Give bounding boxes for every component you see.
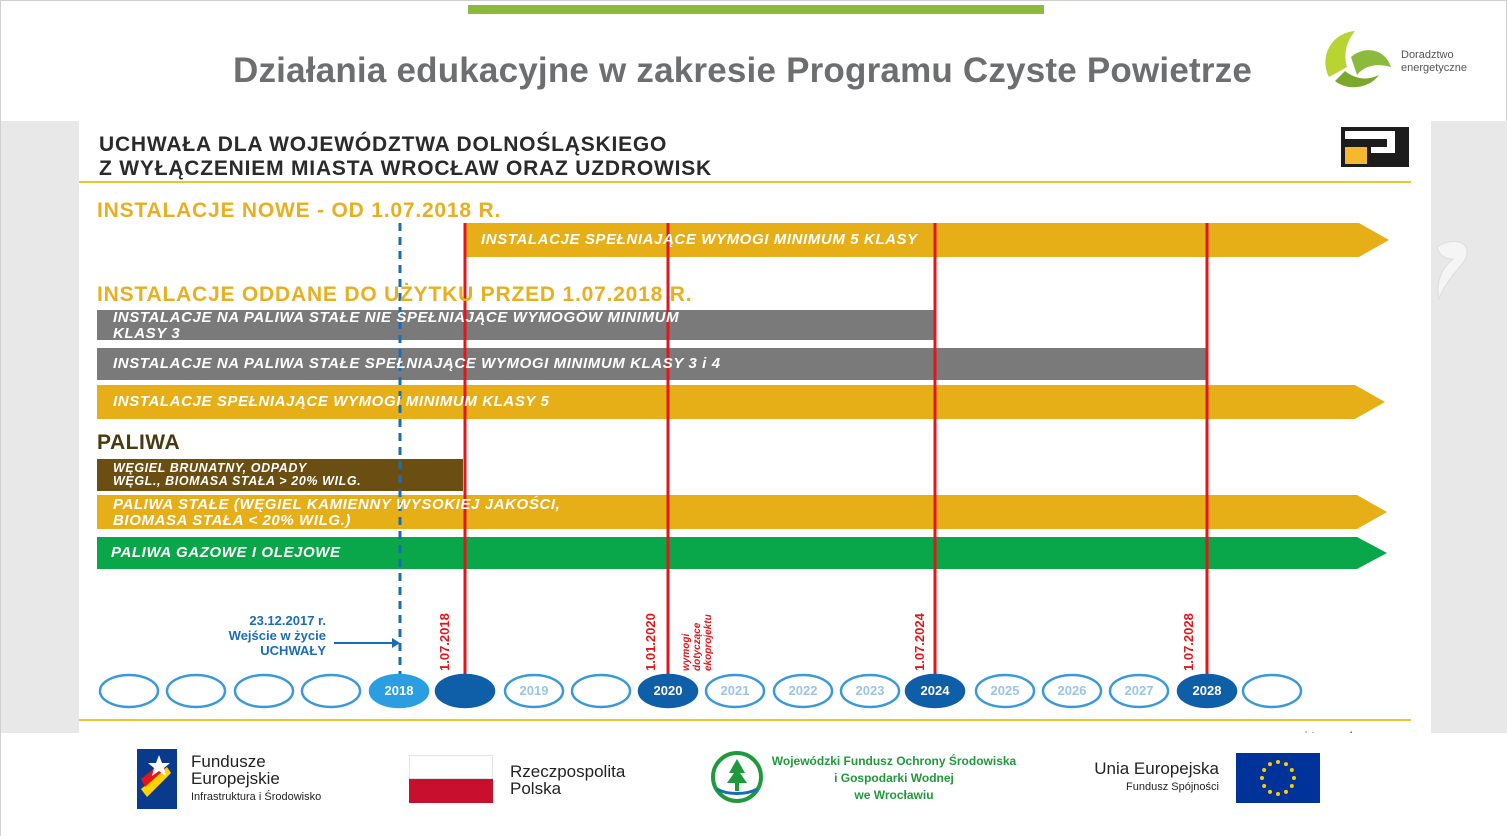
year-circle-empty-7 bbox=[572, 675, 630, 707]
rp-line1: Rzeczpospolita bbox=[510, 762, 626, 781]
fundusze-europejskie-logo bbox=[137, 749, 357, 809]
year-label-2021: 2021 bbox=[720, 683, 750, 698]
rp-line2: Polska bbox=[510, 779, 562, 798]
section-heading-new: INSTALACJE NOWE - OD 1.07.2018 R. bbox=[97, 199, 502, 222]
page-curl-decoration bbox=[1433, 237, 1471, 307]
section-heading-fuels: PALIWA bbox=[97, 431, 181, 454]
bar-label-new-class5: INSTALACJE SPEŁNIAJĄCE WYMOGI MINIMUM 5 KLASY bbox=[481, 231, 918, 248]
wfosigw-logo bbox=[709, 751, 1029, 811]
eu-star-icon bbox=[1268, 790, 1272, 794]
year-circle-empty-1 bbox=[167, 675, 225, 707]
bar-label-fuel-lignite-line2: WĘGL., BIOMASA STAŁA > 20% WILG. bbox=[113, 474, 362, 488]
wf-line3: we Wrocławiu bbox=[854, 788, 934, 802]
ekoprojekt-note-line3: ekoprojektu bbox=[703, 614, 714, 671]
slide-title-line2: Z WYŁĄCZENIEM MIASTA WROCŁAW ORAZ UZDROWISK bbox=[99, 157, 712, 180]
bar-label-fuel-solid-line1: PALIWA STAŁE (WĘGIEL KAMIENNY WYSOKIEJ JAKOŚCI, bbox=[113, 496, 561, 513]
milestone-label-2018: 1.07.2018 bbox=[437, 613, 452, 671]
bottom-divider bbox=[79, 719, 1411, 721]
page-title: Działania edukacyjne w zakresie Programu Czyste Powietrze bbox=[233, 51, 1253, 90]
fe-title-line2: Europejskie bbox=[191, 769, 280, 788]
bar-label-fuel-lignite bbox=[113, 462, 361, 488]
eu-star-icon bbox=[1276, 760, 1280, 764]
ekoprojekt-note-line2: dotyczące bbox=[692, 622, 703, 671]
fe-subtitle: Infrastruktura i Środowisko bbox=[191, 791, 322, 803]
year-circle-empty-17 bbox=[1243, 675, 1301, 707]
rzeczpospolita-logo bbox=[409, 755, 659, 805]
uchwala-note-line2: Wejście w życie bbox=[228, 628, 326, 643]
footer-logos bbox=[1, 733, 1507, 836]
year-circle-empty-2 bbox=[235, 675, 293, 707]
bar-label-old-class5: INSTALACJE SPEŁNIAJĄCE WYMOGI MINIMUM KLASY 5 bbox=[113, 393, 550, 410]
timeline-slide bbox=[79, 121, 1431, 733]
eu-star-icon bbox=[1290, 784, 1294, 788]
bar-label-old-noncompliant bbox=[113, 310, 679, 342]
year-label-2026: 2026 bbox=[1057, 683, 1087, 698]
year-circle-empty-5 bbox=[436, 675, 494, 707]
ue-subtitle: Fundusz Spójności bbox=[1126, 781, 1219, 793]
polish-flag-icon bbox=[409, 755, 493, 803]
uchwala-note bbox=[161, 613, 326, 658]
bar-label-fuel-solid-line2: BIOMASA STAŁA < 20% WILG.) bbox=[113, 512, 351, 529]
year-label-2022: 2022 bbox=[788, 683, 818, 698]
ue-title: Unia Europejska bbox=[1094, 759, 1219, 778]
milestone-label-2028: 1.07.2028 bbox=[1181, 613, 1196, 671]
logo-text-line1: Doradztwo bbox=[1401, 49, 1454, 61]
milestone-label-2020: 1.01.2020 bbox=[643, 613, 658, 671]
doradztwo-leaf-icon bbox=[1317, 27, 1397, 93]
section-heading-old: INSTALACJE ODDANE DO UŻYTKU PRZED 1.07.2018 R. bbox=[97, 283, 693, 306]
ekoprojekt-note bbox=[681, 614, 714, 671]
eu-star-icon bbox=[1284, 790, 1288, 794]
fundusze-europejskie-icon bbox=[137, 749, 181, 809]
bar-label-fuel-gas: PALIWA GAZOWE I OLEJOWE bbox=[111, 544, 341, 561]
bar-label-fuel-solid bbox=[113, 497, 560, 529]
eu-star-icon bbox=[1290, 768, 1294, 772]
ekoprojekt-note-line1: wymogi bbox=[681, 633, 692, 671]
year-label-2018: 2018 bbox=[384, 683, 414, 698]
year-label-2020: 2020 bbox=[653, 683, 683, 698]
year-label-2027: 2027 bbox=[1124, 683, 1154, 698]
eu-star-icon bbox=[1262, 784, 1266, 788]
uchwala-note-line1: 23.12.2017 r. bbox=[249, 613, 326, 628]
eu-star-icon bbox=[1292, 776, 1296, 780]
unia-europejska-logo bbox=[1069, 753, 1329, 808]
year-circle-empty-3 bbox=[302, 675, 360, 707]
wfosigw-tree-icon bbox=[709, 751, 765, 803]
wf-line1: Wojewódzki Fundusz Ochrony Środowiska bbox=[771, 754, 1017, 768]
year-label-2019: 2019 bbox=[519, 683, 549, 698]
wf-line2: i Gospodarki Wodnej bbox=[834, 771, 954, 785]
eu-star-icon bbox=[1268, 762, 1272, 766]
fe-title-line1: Fundusze bbox=[191, 752, 266, 771]
eu-flag-icon bbox=[1236, 753, 1320, 803]
year-circle-empty-0 bbox=[100, 675, 158, 707]
bar-label-old-noncompliant-line2: KLASY 3 bbox=[113, 325, 181, 342]
year-label-2028: 2028 bbox=[1192, 683, 1222, 698]
eu-star-icon bbox=[1276, 792, 1280, 796]
logo-text-line2: energetyczne bbox=[1401, 62, 1468, 74]
eu-star-icon bbox=[1284, 762, 1288, 766]
year-label-2023: 2023 bbox=[855, 683, 885, 698]
eu-star-icon bbox=[1260, 776, 1264, 780]
slide-title-line1: UCHWAŁA DLA WOJEWÓDZTWA DOLNOŚLĄSKIEGO bbox=[99, 133, 668, 156]
doradztwo-logo bbox=[1317, 27, 1497, 93]
top-accent-bar bbox=[468, 5, 1044, 14]
bar-label-old-noncompliant-line1: INSTALACJE NA PALIWA STAŁE NIE SPEŁNIAJĄCE WYMOGÓW MINIMUM bbox=[113, 309, 680, 326]
year-label-2024: 2024 bbox=[920, 683, 950, 698]
bar-label-fuel-lignite-line1: WĘGIEL BRUNATNY, ODPADY bbox=[113, 461, 307, 475]
milestone-label-2024: 1.07.2024 bbox=[912, 613, 927, 671]
eu-star-icon bbox=[1262, 768, 1266, 772]
uchwala-note-line3: UCHWAŁY bbox=[260, 643, 326, 658]
bar-label-old-class34: INSTALACJE NA PALIWA STAŁE SPEŁNIAJĄCE WYMOGI MINIMUM KLASY 3 i 4 bbox=[113, 355, 721, 372]
year-label-2025: 2025 bbox=[990, 683, 1020, 698]
